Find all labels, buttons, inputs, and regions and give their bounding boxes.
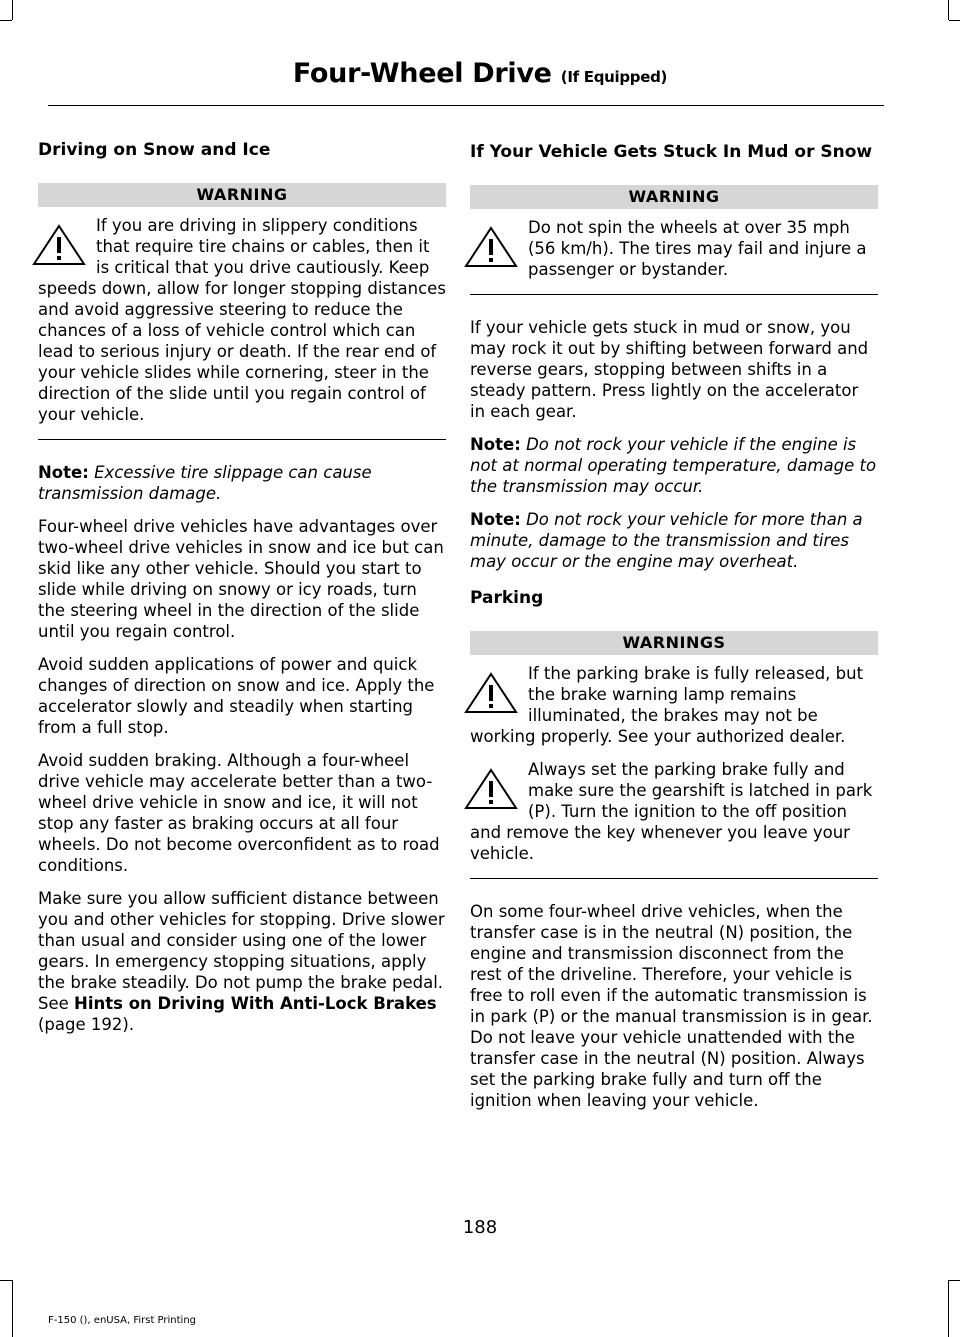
warning-text: If the parking brake is fully released, but the brake warning lamp remains illuminated, the brakes may not be working properly. See your authorized dealer. — [470, 664, 864, 746]
warning-triangle-icon — [30, 223, 88, 267]
warning-block — [470, 759, 878, 864]
header-rule — [48, 105, 884, 106]
page-reference: (page 192). — [38, 1015, 135, 1034]
warning-triangle-icon — [462, 767, 520, 811]
crop-mark — [12, 0, 13, 20]
paragraph: If your vehicle gets stuck in mud or snow, you may rock it out by shifting between forward and reverse gears, stopping between shifts in a steady pattern. Press lightly on the accelerator in each gear. — [470, 318, 869, 421]
warning-triangle-icon — [462, 671, 520, 715]
warning-label: WARNING — [470, 185, 878, 209]
header-subtitle: (If Equipped) — [560, 68, 668, 86]
crop-mark — [948, 0, 949, 20]
crop-mark — [12, 1280, 13, 1337]
section-heading: If Your Vehicle Gets Stuck In Mud or Snow — [470, 142, 873, 162]
footer-text: F-150 (), enUSA, First Printing — [48, 1315, 197, 1326]
note-text: Excessive tire slippage can cause transmission damage. — [38, 463, 372, 503]
note — [38, 462, 446, 504]
warning-block — [470, 217, 878, 280]
paragraph: Avoid sudden braking. Although a four-wheel drive vehicle may accelerate better than a two-wheel drive vehicle in snow and ice, it will not stop any faster as braking occurs at all four wheels. Do not become overconfident as to road conditions. — [38, 751, 440, 875]
warning-block — [470, 663, 878, 747]
note — [470, 509, 878, 572]
warning-triangle-icon — [462, 225, 520, 269]
page-header — [0, 58, 960, 89]
warning-label: WARNING — [38, 183, 446, 207]
page-number: 188 — [462, 1217, 498, 1238]
paragraph-text: Make sure you allow sufficient distance between you and other vehicles for stopping. Drive slower than usual and consider using one of the lower gears. In emergency stopping situations, apply the brake steadily. Do not pump the brake pedal. See — [38, 889, 445, 1013]
left-column — [38, 140, 446, 1047]
note-text: Do not rock your vehicle if the engine is not at normal operating temperature, damage to the transmission may occur. — [470, 435, 877, 496]
header-title: Four-Wheel Drive — [292, 58, 552, 89]
crop-mark — [949, 1280, 960, 1281]
crop-mark — [949, 20, 960, 21]
note-label: Note: — [470, 510, 521, 529]
paragraph: Four-wheel drive vehicles have advantages over two-wheel drive vehicles in snow and ice but can skid like any other vehicle. Should you start to slide while driving on snowy or icy roads, turn the steering wheel in the direction of the slide until you regain control. — [38, 517, 444, 641]
divider — [470, 878, 878, 879]
section-heading: Driving on Snow and Ice — [38, 140, 271, 160]
paragraph — [38, 888, 446, 1035]
warning-text: Always set the parking brake fully and make sure the gearshift is latched in park (P). Turn the ignition to the off position and remove the key whenever you leave your vehicle. — [470, 760, 873, 863]
divider — [38, 439, 446, 440]
warning-text: Do not spin the wheels at over 35 mph (56 km/h). The tires may fail and injure a passenger or bystander. — [528, 218, 867, 279]
right-column — [470, 142, 878, 1123]
cross-reference-link[interactable]: Hints on Driving With Anti-Lock Brakes — [74, 994, 437, 1013]
note — [470, 434, 878, 497]
paragraph: Avoid sudden applications of power and quick changes of direction on snow and ice. Apply the accelerator slowly and steadily when starting from a full stop. — [38, 655, 435, 737]
warnings-label: WARNINGS — [470, 631, 878, 655]
crop-mark — [0, 1280, 12, 1281]
paragraph: On some four-wheel drive vehicles, when the transfer case is in the neutral (N) position, the engine and transmission disconnect from the rest of the driveline. Therefore, your vehicle is free to roll even if the automatic transmission is in park (P) or the manual transmission is in gear. Do not leave your vehicle unattended with the transfer case in the neutral (N) position. Always set the parking brake fully and turn off the ignition when leaving your vehicle. — [470, 902, 873, 1110]
divider — [470, 294, 878, 295]
section-heading: Parking — [470, 588, 544, 608]
warning-text: If you are driving in slippery conditions that require tire chains or cables, then it is critical that you drive cautiously. Keep speeds down, allow for longer stopping distances and avoid aggressive steering to reduce the chances of a loss of vehicle control which can lead to serious injury or death. If the rear end of your vehicle slides while cornering, steer in the direction of the slide until you regain control of your vehicle. — [38, 216, 446, 424]
crop-mark — [948, 1280, 949, 1337]
note-text: Do not rock your vehicle for more than a minute, damage to the transmission and tires may occur or the engine may overheat. — [470, 510, 863, 571]
note-label: Note: — [38, 463, 89, 482]
crop-mark — [0, 20, 12, 21]
warning-block — [38, 215, 446, 425]
note-label: Note: — [470, 435, 521, 454]
